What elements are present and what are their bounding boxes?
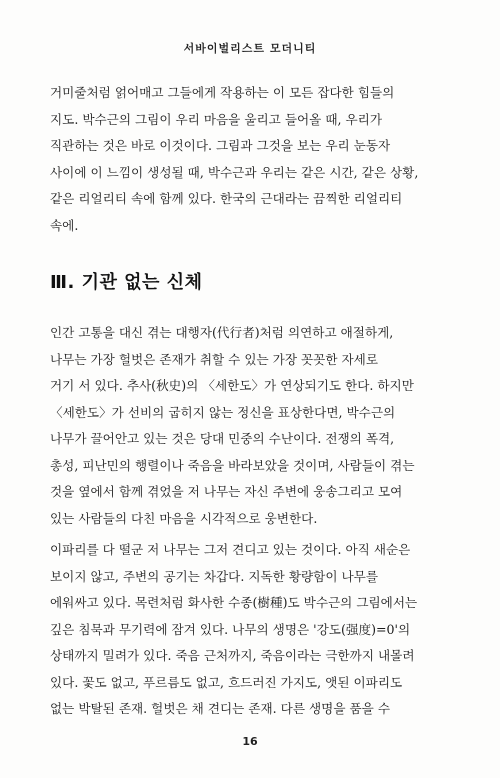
text-line: 없는 박탈된 존재. 헐벗은 채 견디는 존재. 다른 생명을 품을 수 bbox=[50, 701, 391, 716]
text-line: 거미줄처럼 얽어매고 그들에게 작용하는 이 모든 잡다한 힘들의 bbox=[50, 85, 395, 100]
text-line: 나무는 가장 헐벗은 존재가 취할 수 있는 가장 꼿꼿한 자세로 bbox=[50, 351, 379, 367]
page-number: 16 bbox=[242, 735, 258, 748]
text-line: 나무가 끌어안고 있는 것은 당대 민중의 수난이다. 전쟁의 폭격, bbox=[50, 431, 395, 446]
text-line: 〈세한도〉가 선비의 굽히지 않는 정신을 표상한다면, 박수근의 bbox=[50, 404, 396, 420]
section-heading: Ⅲ. 기관 없는 신체 bbox=[50, 272, 203, 293]
text-line: 것을 옆에서 함께 겪었을 저 나무는 자신 주변에 웅송그리고 모여 bbox=[50, 484, 403, 499]
text-line: 에워싸고 있다. 목련처럼 화사한 수종(樹種)도 박수근의 그림에서는 bbox=[50, 595, 418, 610]
text-line: 사이에 이 느낌이 생성될 때, 박수근과 우리는 같은 시간, 같은 상황, bbox=[50, 164, 419, 180]
text-line: 총성, 피난민의 행렬이나 죽음을 바라보았을 것이며, 사람들이 겪는 bbox=[50, 457, 415, 473]
text-line: 보이지 않고, 주변의 공기는 차갑다. 지독한 황량함이 나무를 bbox=[50, 568, 379, 584]
text-line: 이파리를 다 떨군 저 나무는 그저 견디고 있는 것이다. 아직 새순은 bbox=[50, 542, 411, 557]
text-line: 깊은 침묵과 무기력에 잠겨 있다. 나무의 생명은 '강도(强度)=0'의 bbox=[50, 621, 411, 637]
text-line: 직관하는 것은 바로 이것이다. 그림과 그것을 보는 우리 눈동자 bbox=[50, 138, 391, 153]
text-line: 지도. 박수근의 그림이 우리 마음을 울리고 들어올 때, 우리가 bbox=[50, 111, 383, 127]
paragraph-1 bbox=[50, 80, 450, 239]
paragraph-3 bbox=[50, 537, 450, 723]
text-line: 상태까지 밀려가 있다. 죽음 근처까지, 죽음이라는 극한까지 내몰려 bbox=[50, 648, 415, 663]
text-line: 속에. bbox=[50, 217, 79, 233]
paragraph-2 bbox=[50, 320, 450, 532]
running-header: 서바이벌리스트 모더니티 bbox=[183, 42, 317, 55]
text-line: 있다. 꽃도 없고, 푸르름도 없고, 흐드러진 가지도, 앳된 이파리도 bbox=[50, 674, 403, 690]
text-line: 인간 고통을 대신 겪는 대행자(代行者)처럼 의연하고 애절하게, bbox=[50, 325, 394, 340]
text-line: 거기 서 있다. 추사(秋史)의 〈세한도〉가 연상되기도 한다. 하지만 bbox=[50, 378, 414, 393]
text-line: 같은 리얼리티 속에 함께 있다. 한국의 근대라는 끔찍한 리얼리티 bbox=[50, 191, 403, 206]
text-line: 있는 사람들의 다친 마음을 시각적으로 웅변한다. bbox=[50, 510, 318, 526]
